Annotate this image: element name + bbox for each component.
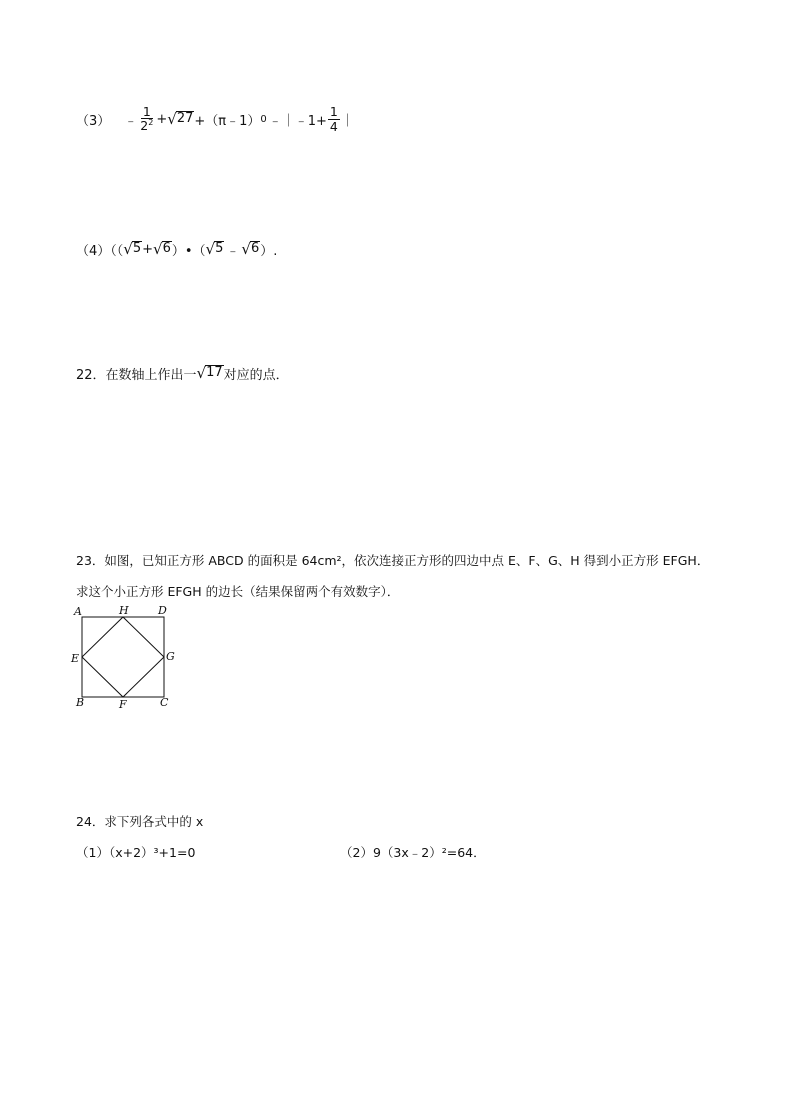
sqrt-5: √ 5 xyxy=(205,239,224,258)
fraction-numerator: 1 xyxy=(142,104,151,120)
square-figure xyxy=(68,603,178,711)
sqrt-6: √ 6 xyxy=(153,239,171,258)
label-a: A xyxy=(74,605,82,618)
fraction-numerator: 1 xyxy=(329,104,338,120)
pi-minus-one-term: +（π﹣1） xyxy=(194,113,261,129)
multiply-dot: ）•（ xyxy=(171,243,206,259)
label-c: C xyxy=(160,696,169,709)
question-24-part-1: （1）（x+2）³+1=0 xyxy=(76,845,196,860)
question-23-line-2: 求这个小正方形 EFGH 的边长（结果保留两个有效数字）． xyxy=(76,584,400,599)
minus-sign: ﹣ xyxy=(124,113,138,129)
label-f: F xyxy=(119,698,127,711)
radical-icon: √ xyxy=(241,239,251,258)
radical-icon: √ xyxy=(153,239,163,258)
plus-sign: + xyxy=(142,241,154,257)
question-22-prefix: 22．在数轴上作出一 xyxy=(76,367,197,383)
question-3 xyxy=(76,101,354,137)
fraction-one-quarter xyxy=(328,105,340,132)
fraction-denominator: $2^2$ xyxy=(140,118,154,134)
closing-paren: ）. xyxy=(260,243,278,259)
label-b: B xyxy=(76,696,85,709)
sqrt-5: √ 5 xyxy=(123,239,142,258)
square-diagram xyxy=(68,603,178,711)
label-h: H xyxy=(119,604,129,617)
absolute-value-bar: ｜ xyxy=(340,113,354,129)
exponent-zero: 0 xyxy=(260,113,267,125)
sqrt-27 xyxy=(167,111,194,127)
question-24-title: 24．求下列各式中的 x xyxy=(76,814,204,829)
radicand: 27 xyxy=(176,111,194,127)
question-4-label: （4）（（ xyxy=(76,243,124,259)
label-g: G xyxy=(166,650,175,663)
inner-square-efgh xyxy=(82,617,164,697)
sqrt-17: √ 17 xyxy=(196,363,223,382)
absolute-value-part: ﹣｜﹣1+ xyxy=(268,113,327,129)
label-e: E xyxy=(71,652,80,665)
question-23-line-1: 23．如图，已知正方形 ABCD 的面积是 64cm²，依次连接正方形的四边中点 E、F、G、H 得到小正方形 EFGH． xyxy=(76,553,710,568)
question-4 xyxy=(76,238,277,260)
radical-icon: √ xyxy=(123,239,133,258)
radical-icon: √ xyxy=(167,109,177,128)
question-22 xyxy=(76,362,289,384)
question-24-part-2: （2）9（3x﹣2）²=64． xyxy=(340,845,486,860)
fraction-denominator: 4 xyxy=(329,118,338,134)
radical-icon: √ xyxy=(205,239,216,258)
label-d: D xyxy=(158,604,167,617)
question-22-suffix: 对应的点． xyxy=(223,367,289,383)
fraction-one-over-two-squared xyxy=(138,105,155,132)
minus-sign: ﹣ xyxy=(226,243,240,259)
question-3-label: （3） xyxy=(76,113,111,129)
radical-icon: √ xyxy=(196,363,207,382)
plus-sign: + xyxy=(156,111,168,127)
outer-square-abcd xyxy=(82,617,164,697)
sqrt-6: √ 6 xyxy=(241,239,260,258)
